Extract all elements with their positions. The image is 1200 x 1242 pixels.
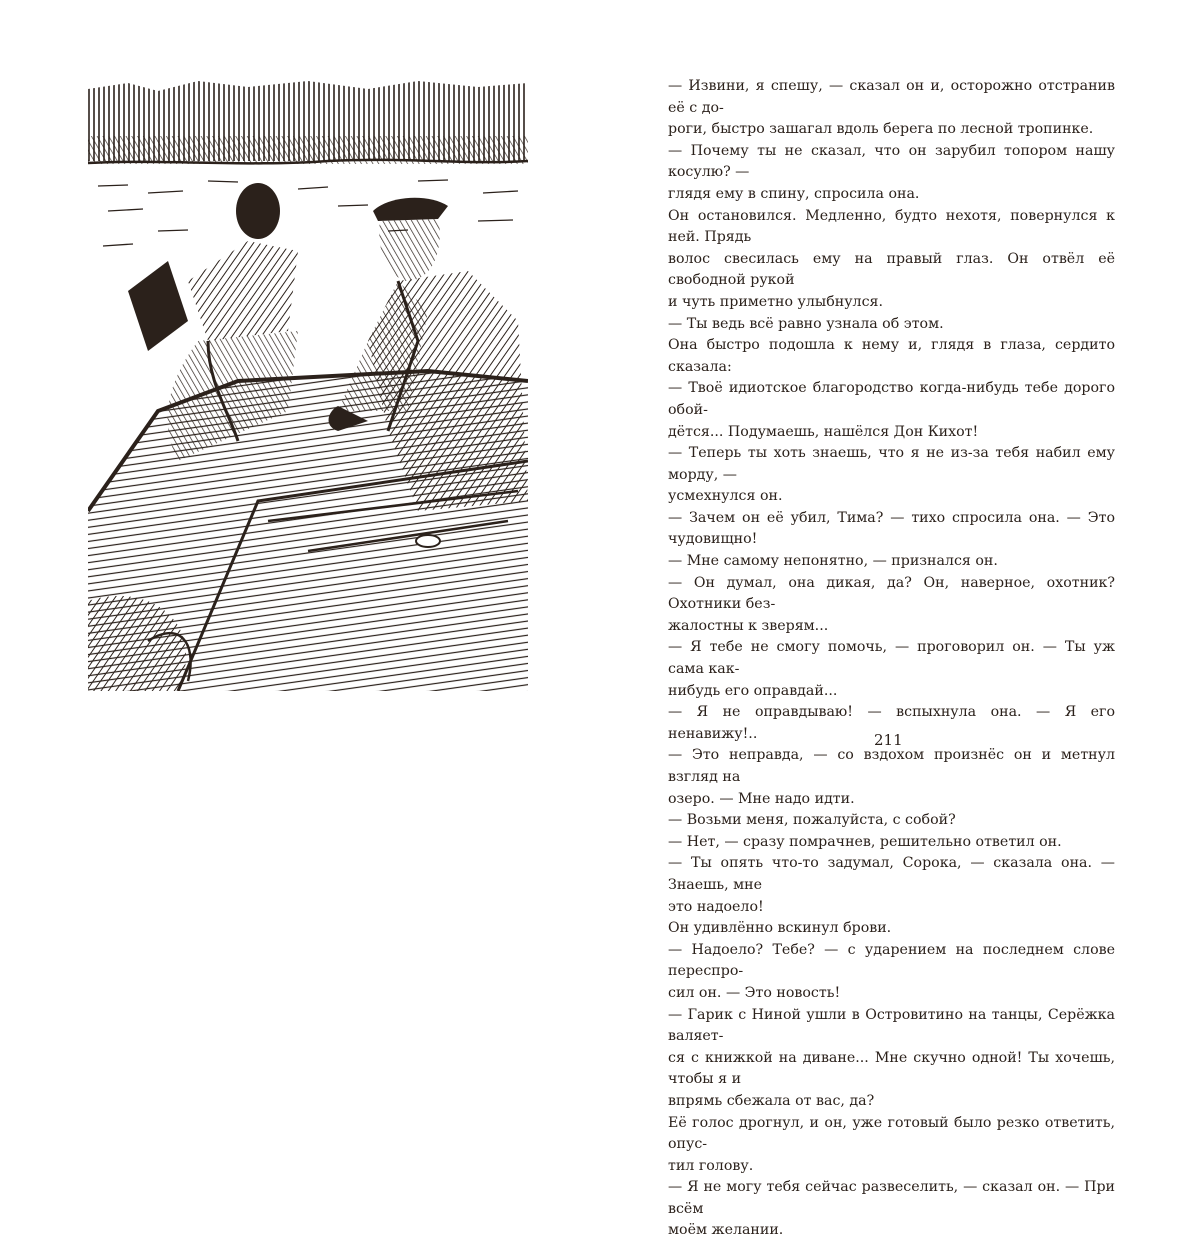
text-line: жалостны к зверям... [668,617,829,634]
text-line: сил он. — Это новость! [668,984,841,1001]
water-strokes [98,180,518,246]
text-line: — Зачем он её убил, Тима? — тихо спросила она. — Это чудовищно! [668,509,1115,548]
text-line: усмехнулся он. [668,488,783,505]
text-line: и чуть приметно улыбнулся. [668,293,883,310]
text-line: волос свесилась ему на правый глаз. Он отвёл её свободной рукой [668,250,1115,289]
text-line: — Надоело? Тебе? — с ударением на последнем слове переспро- [668,941,1115,980]
text-line: Она быстро подошла к нему и, глядя в глаза, сердито сказала: [668,337,1115,375]
text-line: — Теперь ты хоть знаешь, что я не из-за тебя набил ему морду, — [668,445,1115,483]
text-line: моём желании. [668,1222,784,1239]
text-line: Он удивлённо вскинул брови. [668,920,892,937]
text-line: глядя ему в спину, спросила она. [668,185,920,202]
page-number: 211 [874,731,903,749]
text-line: роги, быстро зашагал вдоль берега по лесной тропинке. [668,121,1094,138]
text-line: Он остановился. Медленно, будто нехотя, повернулся к ней. Прядь [668,207,1115,246]
text-line: — Он думал, она дикая, да? Он, наверное, охотник? Охотники без- [668,574,1115,613]
text-line: — Ты опять что-то задумал, Сорока, — сказала она. — Знаешь, мне [668,855,1115,893]
text-line: ся с книжкой на диване... Мне скучно одной! Ты хочешь, чтобы я и [668,1049,1115,1088]
text-line: нибудь его оправдай... [668,682,838,699]
text-line: — Я не оправдываю! — вспыхнула она. — Я его ненавижу!.. [668,704,1115,742]
text-line: — Мне самому непонятно, — признался он. [668,553,998,570]
text-line: — Твоё идиотское благородство когда-нибудь тебе дорого обой- [668,380,1115,418]
text-line: — Нет, — сразу помрачнев, решительно ответил он. [668,833,1062,850]
book-illustration [88,81,528,691]
text-line: — Я не могу тебя сейчас развеселить, — сказал он. — При всём [668,1179,1115,1217]
illustration-drawing [88,81,528,691]
text-line: — Ты ведь всё равно узнала об этом. [668,315,944,332]
text-line: — Почему ты не сказал, что он зарубил топором нашу косулю? — [668,142,1115,181]
text-line: Её голос дрогнул, и он, уже готовый было резко ответить, опус- [668,1114,1115,1153]
text-line: — Возьми меня, пожалуйста, с собой? [668,812,956,829]
text-column [668,76,1115,1242]
text-line: — Гарик с Ниной ушли в Островитино на танцы, Серёжка валяет- [668,1006,1115,1045]
text-line: озеро. — Мне надо идти. [668,790,855,807]
text-line: тил голову. [668,1157,754,1174]
text-line: — Я тебе не смогу помочь, — проговорил он. — Ты уж сама как- [668,639,1115,678]
text-line: — Это неправда, — со вздохом произнёс он и метнул взгляд на [668,747,1115,785]
text-line: — Извини, я спешу, — сказал он и, осторожно отстранив её с до- [668,78,1115,116]
text-line: дётся... Подумаешь, нашёлся Дон Кихот! [668,423,979,440]
text-line: впрямь сбежала от вас, да? [668,1092,875,1109]
text-line: это надоело! [668,898,764,915]
